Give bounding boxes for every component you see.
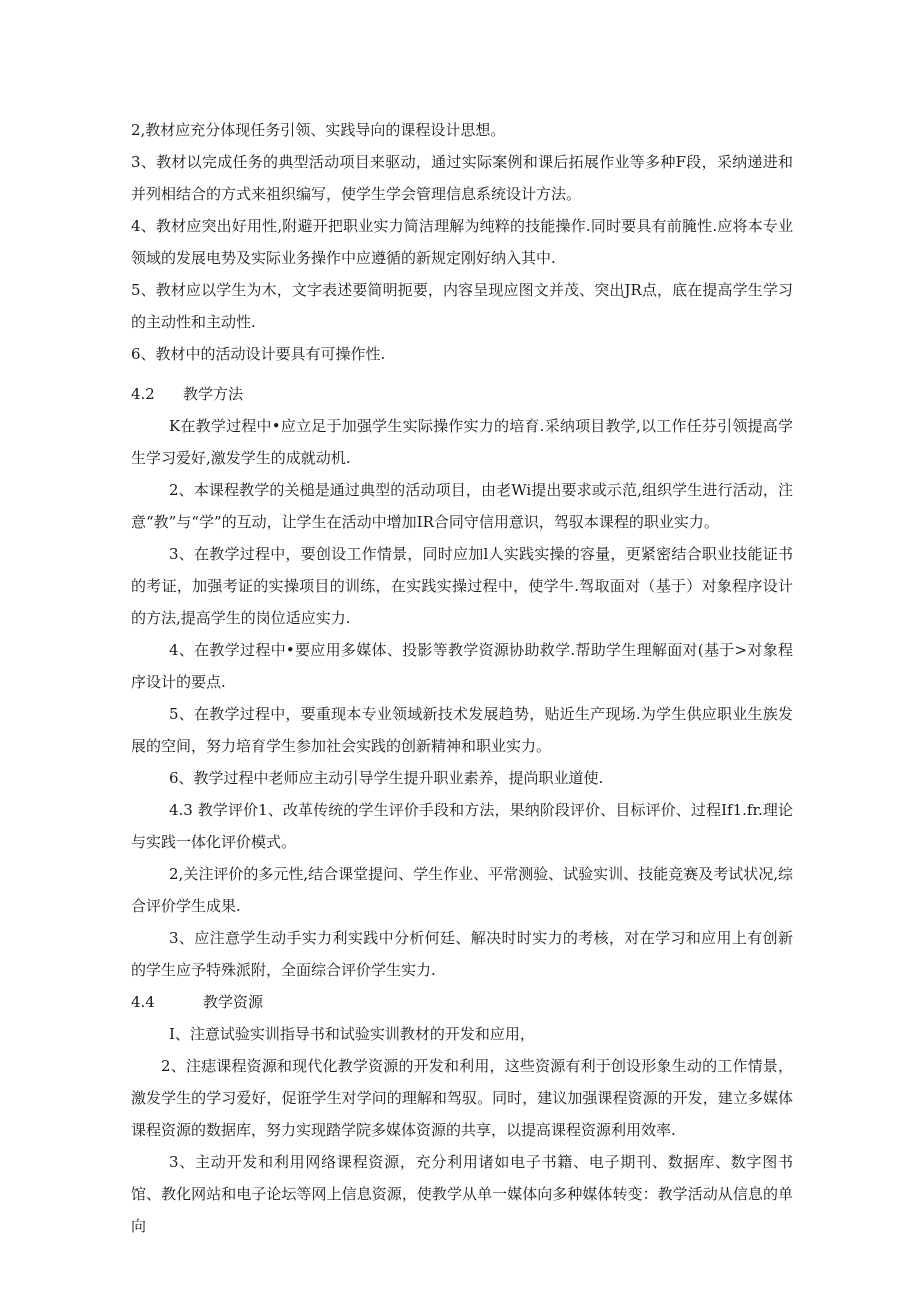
paragraph-4-3-item-3: 3、应注意学生动手实力利实践中分析何廷、解决时时实力的考核，对在学习和应用上有创新的学生应予特殊派附，全面综合评价学生实力. xyxy=(131,929,793,979)
paragraph-4-1-item-6: 6、教材中的活动设计要具有可操作性. xyxy=(131,345,386,363)
section-heading-4-4 xyxy=(131,986,263,1018)
section-number: 4.4 xyxy=(131,993,155,1011)
paragraph-4-1-item-2: 2,教材应充分体现任务引领、实践导向的课程设计思想。 xyxy=(131,121,506,139)
paragraph-4-2-item-4: 4、在教学过程中•要应用多媒体、投影等教学资源协助救学.帮助学生理解面对(基于>对象程序设计的要点. xyxy=(131,641,793,691)
paragraph-4-2-item-3: 3、在教学过程中，要创设工作情景，同时应加l人实践实操的容量，更紧密结合职业技能证书的考证，加强考证的实操项目的训练，在实践实操过程中，使学牛.驾取面对（基于）对象程序设计的方法,提高学生的岗位适应实力. xyxy=(131,545,793,627)
paragraph-4-4-item-1: I、注意试验实训指导书和试验实训教材的开发和应用， xyxy=(169,1025,535,1043)
paragraph-4-4-item-3: 3、主动开发和利用网络课程资源，充分利用诸如电子书籍、电子期刊、数据库、数字图书馆、教化网站和电子论坛等网上信息资源，使教学从单一媒体向多种媒体转变：教学活动从信息的单向 xyxy=(131,1153,793,1235)
section-title: 教学资源 xyxy=(203,993,264,1011)
section-title: 教学方法 xyxy=(183,385,244,403)
section-number: 4.2 xyxy=(131,385,155,403)
paragraph-4-4-item-2: 2、注痣课程资源和现代化教学资源的开发和利用，这些资源有利于创设形象生动的工作情景，激发学生的学习爱好，促诳学生对学问的理解和驾驭。同时，建议加强课程资源的开发，建立多媒体课程资源的数据库，努力实现踏学院多媒体资源的共享，以提高课程资源利用效率. xyxy=(131,1057,793,1139)
paragraph-4-2-item-6: 6、教学过程中老师应主动引导学生提升职业素养，提尚职业道使. xyxy=(169,769,604,787)
paragraph-4-1-item-5: 5、教材应以学生为木，文字表述要简明扼要，内容呈现应图文并茂、突出JR点，底在提高学生学习的主动性和主动性. xyxy=(131,281,793,331)
paragraph-4-2-item-1: K在教学过程中•应立足于加强学生实际操作实力的培育.采纳项目教学,以工作任芬引领提高学生学习爱好,激发学生的成就动机. xyxy=(131,417,793,467)
paragraph-4-1-item-4: 4、教材应突出好用性,附避开把职业实力简洁理解为纯粹的技能操作.同时要具有前腌性.应将本专业领域的发展电势及实际业务操作中应遵循的新规定刚好纳入其中. xyxy=(131,217,793,267)
paragraph-4-2-item-2: 2、本课程教学的关槌是通过典型的活动项目，由老Wi提出要求或示范,组织学生进行活动，注意“教”与“学”的互动，让学生在活动中增加IR合同守信用意识，驾驭本课程的职业实力。 xyxy=(131,481,793,531)
paragraph-4-1-item-3: 3、教材以完成任务的典型活动项目来驱动，通过实际案例和课后拓展作业等多种F段，采纳递进和并列相结合的方式来祖织编写，使学生学会管理信息系统设计方法。 xyxy=(131,153,793,203)
section-heading-4-2 xyxy=(131,378,243,410)
paragraph-4-2-item-5: 5、在教学过程中，要重现本专业领域新技术发展趋势，贴近生产现场.为学生供应职业生族发展的空间，努力培育学生参加社会实践的创新精神和职业实力。 xyxy=(131,705,793,755)
paragraph-4-3-item-2: 2,关注评价的多元性,结合课堂提问、学生作业、平常测验、试验实训、技能竞赛及考试状况,综合评价学生成果. xyxy=(131,865,793,915)
paragraph-4-3-intro: 4.3 教学评价1、改革传统的学生评价手段和方法，果纳阶段评价、目标评价、过程If1.fr.理论与实践一体化评价模式。 xyxy=(131,801,793,851)
